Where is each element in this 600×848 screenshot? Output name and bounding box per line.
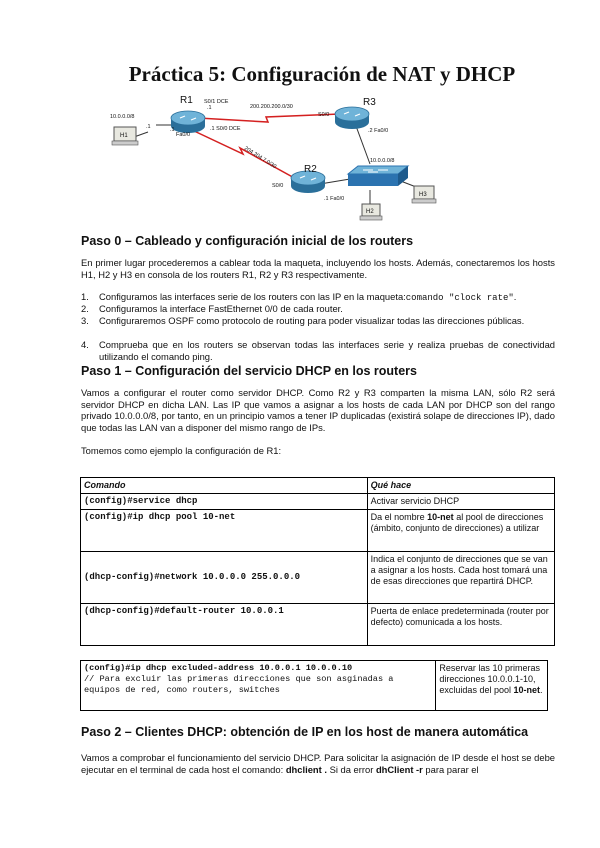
- label-r1: R1: [180, 95, 193, 106]
- list-number: 3.: [81, 315, 89, 326]
- list-text: Configuraremos OSPF como protocolo de routing para poder visualizar todas las direcciones públicas.: [99, 315, 525, 326]
- paso0-intro: En primer lugar procederemos a cablear toda la maqueta, incluyendo los hosts. Además, conectaremos los hosts H1, H2 y H3 en consola de los routers R1, R2 y R3 respectivamente.: [81, 257, 555, 280]
- label-lan: 10.0.0.0/8: [370, 158, 395, 164]
- label-h1: H1: [120, 133, 128, 139]
- table-row: [81, 510, 555, 552]
- table-row: [81, 604, 555, 646]
- switch-icon: [348, 166, 408, 186]
- label-h2: H2: [366, 209, 374, 215]
- label-r2-fa: .1 Fa0/0: [324, 196, 345, 202]
- label-r1-fa: Fa0/0: [176, 132, 191, 138]
- label-h1-ip: .1: [146, 124, 151, 130]
- router-r3-icon: [335, 107, 369, 129]
- excluded-comment: // Para excluir las primeras direcciones que son asginadas a equipos de red, como routers, switches: [84, 674, 394, 695]
- command-cell: (dhcp-config)#network 10.0.0.0 255.0.0.0: [81, 552, 368, 604]
- label-r1-s01-ip: .1: [207, 105, 212, 111]
- description-cell: Indica el conjunto de direcciones que se van a asignar a los hosts. Cada host tomará una de esas direcciones que repartirá DHCP.: [367, 552, 554, 604]
- command-cell: (dhcp-config)#default-router 10.0.0.1: [81, 604, 368, 646]
- label-r1-s00: .1 S0/0 DCE: [210, 126, 241, 132]
- serial-link-r1-r2: [192, 130, 298, 180]
- router-r1-icon: [171, 111, 205, 133]
- command-dhclient-r: dhClient -r: [375, 763, 423, 775]
- column-header: Qué hace: [367, 478, 554, 494]
- label-link-r1-r2: 204.204.7.0/30: [242, 145, 278, 171]
- paso2-heading: Paso 2 – Clientes DHCP: obtención de IP en los host de manera automática: [81, 725, 529, 739]
- description-cell: Activar servicio DHCP: [367, 494, 554, 510]
- command-table: [80, 477, 555, 646]
- label-r2: R2: [304, 164, 317, 175]
- list-code: comando "clock rate": [405, 293, 514, 303]
- label-r3: R3: [363, 97, 376, 108]
- list-text-post: .: [513, 291, 517, 302]
- description-cell: Da el nombre 10-net al pool de direcciones (ámbito, conjunto de direcciones) a utilizar: [367, 510, 554, 552]
- page-title: Práctica 5: Configuración de NAT y DHCP: [128, 62, 516, 86]
- list-text: Configuramos la interface FastEthernet 0/0 de cada router.: [99, 303, 343, 314]
- command-dhclient: dhclient .: [285, 763, 327, 775]
- description-cell: Puerta de enlace predeterminada (router por defecto) comunicada a los hosts.: [367, 604, 554, 646]
- command-cell: (config)#service dhcp: [81, 494, 368, 510]
- list-number: 1.: [81, 291, 89, 302]
- label-r1-s01: S0/1 DCE: [204, 99, 229, 105]
- paso1-example: Tomemos como ejemplo la configuración de R1:: [81, 445, 282, 456]
- network-diagram: [108, 94, 448, 224]
- paso1-heading: Paso 1 – Configuración del servicio DHCP en los routers: [81, 364, 417, 378]
- table-header-row: [81, 478, 555, 494]
- label-net-h1: 10.0.0.0/8: [110, 114, 135, 120]
- description-cell: Reservar las 10 primeras direcciones 10.0.0.1-10, excluidas del pool 10-net.: [436, 661, 548, 711]
- table-row: [81, 494, 555, 510]
- paso1-intro: Vamos a configurar el router como servidor DHCP. Como R2 y R3 comparten la misma LAN, sólo R2 será servidor DHCP en dicha LAN. Las IP que vamos a asignar a los hosts de cada LAN por DHCP son del rango privado 10.0.0.0/8, por tanto, en un principio vamos a tener IP duplicadas (existirá solape de direcciones IP), dado que todas las LAN van a disponer del mismo rango de IPs.: [81, 387, 555, 433]
- table-row: [81, 661, 548, 711]
- command-cell: [81, 661, 436, 711]
- label-r2-s00: S0/0: [272, 183, 284, 189]
- label-r1-fa-ip: .1: [170, 127, 175, 133]
- column-header: Comando: [81, 478, 368, 494]
- list-text: Comprueba que en los routers se observan todas las interfaces serie y realiza pruebas de conectividad utilizando el comando ping.: [99, 339, 555, 362]
- command-cell: (config)#ip dhcp pool 10-net: [81, 510, 368, 552]
- table-row: [81, 552, 555, 604]
- label-r3-fa: .2 Fa0/0: [368, 128, 389, 134]
- paso0-heading: Paso 0 – Cableado y configuración inicial de los routers: [81, 234, 414, 248]
- list-number: 4.: [81, 339, 89, 350]
- label-link-r1-r3: 200.200.200.0/30: [250, 104, 293, 110]
- label-h3: H3: [419, 192, 427, 198]
- list-text: Configuramos las interfaces serie de los routers con las IP en la maqueta:: [99, 291, 406, 302]
- excluded-address-table: [80, 660, 548, 711]
- list-number: 2.: [81, 303, 89, 314]
- excluded-command: (config)#ip dhcp excluded-address 10.0.0.1 10.0.0.10: [84, 663, 353, 673]
- paso2-paragraph: Vamos a comprobar el funcionamiento del servicio DHCP. Para solicitar la asignación de IP desde el host se debe ejecutar en el terminal de cada host el comando: dhclient . Si da error dhClient -r para parar el: [81, 752, 555, 775]
- label-r3-s00: S0/0: [318, 112, 330, 118]
